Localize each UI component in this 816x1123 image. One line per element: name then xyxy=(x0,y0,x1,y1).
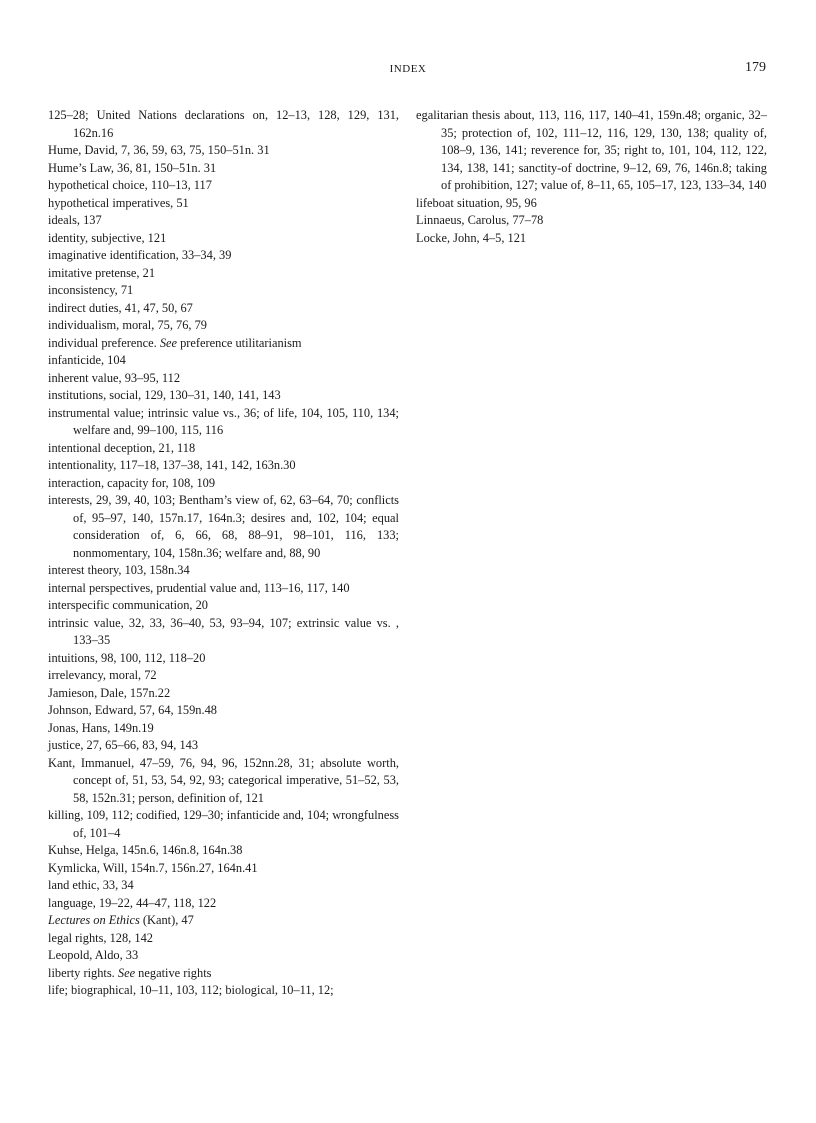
index-entry: Locke, John, 4–5, 121 xyxy=(416,230,527,245)
index-entry: Jonas, Hans, 149n.19 xyxy=(48,720,154,735)
index-entry: inconsistency, 71 xyxy=(48,283,134,297)
index-entry xyxy=(48,965,399,983)
index-entry: institutions, social, 129, 130–31, 140, 141, 143 xyxy=(48,388,281,402)
index-column-left xyxy=(48,107,399,1000)
index-entry: irrelevancy, moral, 72 xyxy=(48,668,157,682)
index-entry: lifeboat situation, 95, 96 xyxy=(416,195,537,210)
index-entry: Kant, Immanuel, 47–59, 76, 94, 96, 152nn.28, 31; absolute worth, concept of, 51, 53, 54, 92, 93; categorical imperative, 51–52, 53, 58, 152n.31; person, definition of, 121 xyxy=(48,755,399,805)
index-entry-term: liberty rights. xyxy=(48,965,118,980)
index-entry-title: Lectures on Ethics xyxy=(48,913,140,927)
index-entry: Hume, David, 7, 36, 59, 63, 75, 150–51n. 31 xyxy=(48,143,270,157)
index-entry: egalitarian thesis about, 113, 116, 117, 140–41, 159n.48; organic, 32–35; protection of, 102, 111–12, 116, 129, 130, 138; quality of, 108–9, 136, 141; reverence for, 35; right to, 101, 104, 112, 122, 134, 138, 141; sanctity-of doctrine, 9–12, 69, 76, 146n.8; taking of prohibition, 127; value of, 8–11, 65, 105–17, 123, 133–34, 140 xyxy=(416,108,767,192)
index-entry xyxy=(48,335,399,353)
index-entry: land ethic, 33, 34 xyxy=(48,878,134,892)
index-entry: hypothetical choice, 110–13, 117 xyxy=(48,178,212,192)
index-entry: infanticide, 104 xyxy=(48,353,126,367)
index-entry-ref: negative rights xyxy=(135,965,212,980)
index-entry xyxy=(48,912,399,930)
index-entry: interaction, capacity for, 108, 109 xyxy=(48,475,216,490)
index-entry: individualism, moral, 75, 76, 79 xyxy=(48,318,208,332)
index-entry: intentional deception, 21, 118 xyxy=(48,440,196,455)
index-entry: instrumental value; intrinsic value vs., 36; of life, 104, 105, 110, 134; welfare and, 99–100, 115, 116 xyxy=(48,405,399,437)
index-entry-term: individual preference. xyxy=(48,335,160,350)
index-entry: life; biographical, 10–11, 103, 112; biological, 10–11, 12; xyxy=(48,983,334,997)
index-entry: internal perspectives, prudential value and, 113–16, 117, 140 xyxy=(48,580,350,595)
running-head-title: INDEX xyxy=(389,63,427,75)
index-entry: interests, 29, 39, 40, 103; Bentham’s view of, 62, 63–64, 70; conflicts of, 95–97, 140, 157n.17, 164n.3; desires and, 102, 104; equal consideration of, 6, 66, 68, 88–91, 98–101, 116, 133; nonmomentary, 104, 158n.36; welfare and, 88, 90 xyxy=(48,493,399,560)
index-entry: intrinsic value, 32, 33, 36–40, 53, 93–94, 107; extrinsic value vs. , 133–35 xyxy=(48,615,399,647)
index-entry: interspecific communication, 20 xyxy=(48,598,208,612)
index-entry: intentionality, 117–18, 137–38, 141, 142, 163n.30 xyxy=(48,458,296,472)
index-entry: justice, 27, 65–66, 83, 94, 143 xyxy=(48,738,199,752)
index-entry: indirect duties, 41, 47, 50, 67 xyxy=(48,300,193,315)
index-entry: imaginative identification, 33–34, 39 xyxy=(48,248,232,262)
index-entry: Johnson, Edward, 57, 64, 159n.48 xyxy=(48,703,217,717)
page-number: 179 xyxy=(745,60,766,75)
index-entry: 125–28; United Nations declarations on, 12–13, 128, 129, 131, 162n.16 xyxy=(48,108,399,140)
index-entry: Hume’s Law, 36, 81, 150–51n. 31 xyxy=(48,160,217,175)
index-entry-ref: (Kant), 47 xyxy=(139,913,194,927)
index-entry-ref: preference utilitarianism xyxy=(177,335,302,350)
index-entry: inherent value, 93–95, 112 xyxy=(48,370,181,385)
index-entry: Jamieson, Dale, 157n.22 xyxy=(48,685,171,700)
index-entry: Linnaeus, Carolus, 77–78 xyxy=(416,213,544,227)
index-entry: Kymlicka, Will, 154n.7, 156n.27, 164n.41 xyxy=(48,860,258,875)
running-head xyxy=(0,60,816,80)
index-entry: interest theory, 103, 158n.34 xyxy=(48,563,190,577)
index-entry: language, 19–22, 44–47, 118, 122 xyxy=(48,895,217,910)
index-entry: Kuhse, Helga, 145n.6, 146n.8, 164n.38 xyxy=(48,843,243,857)
index-entry: legal rights, 128, 142 xyxy=(48,930,153,945)
index-entry: killing, 109, 112; codified, 129–30; infanticide and, 104; wrongfulness of, 101–4 xyxy=(48,808,399,840)
see-reference: See xyxy=(117,965,136,980)
index-column-right xyxy=(416,107,767,247)
index-entry: imitative pretense, 21 xyxy=(48,265,156,280)
index-entry: hypothetical imperatives, 51 xyxy=(48,195,189,210)
index-entry: Leopold, Aldo, 33 xyxy=(48,948,139,962)
index-entry: intuitions, 98, 100, 112, 118–20 xyxy=(48,650,206,665)
index-entry: ideals, 137 xyxy=(48,213,102,227)
see-reference: See xyxy=(159,335,178,350)
index-entry: identity, subjective, 121 xyxy=(48,230,167,245)
